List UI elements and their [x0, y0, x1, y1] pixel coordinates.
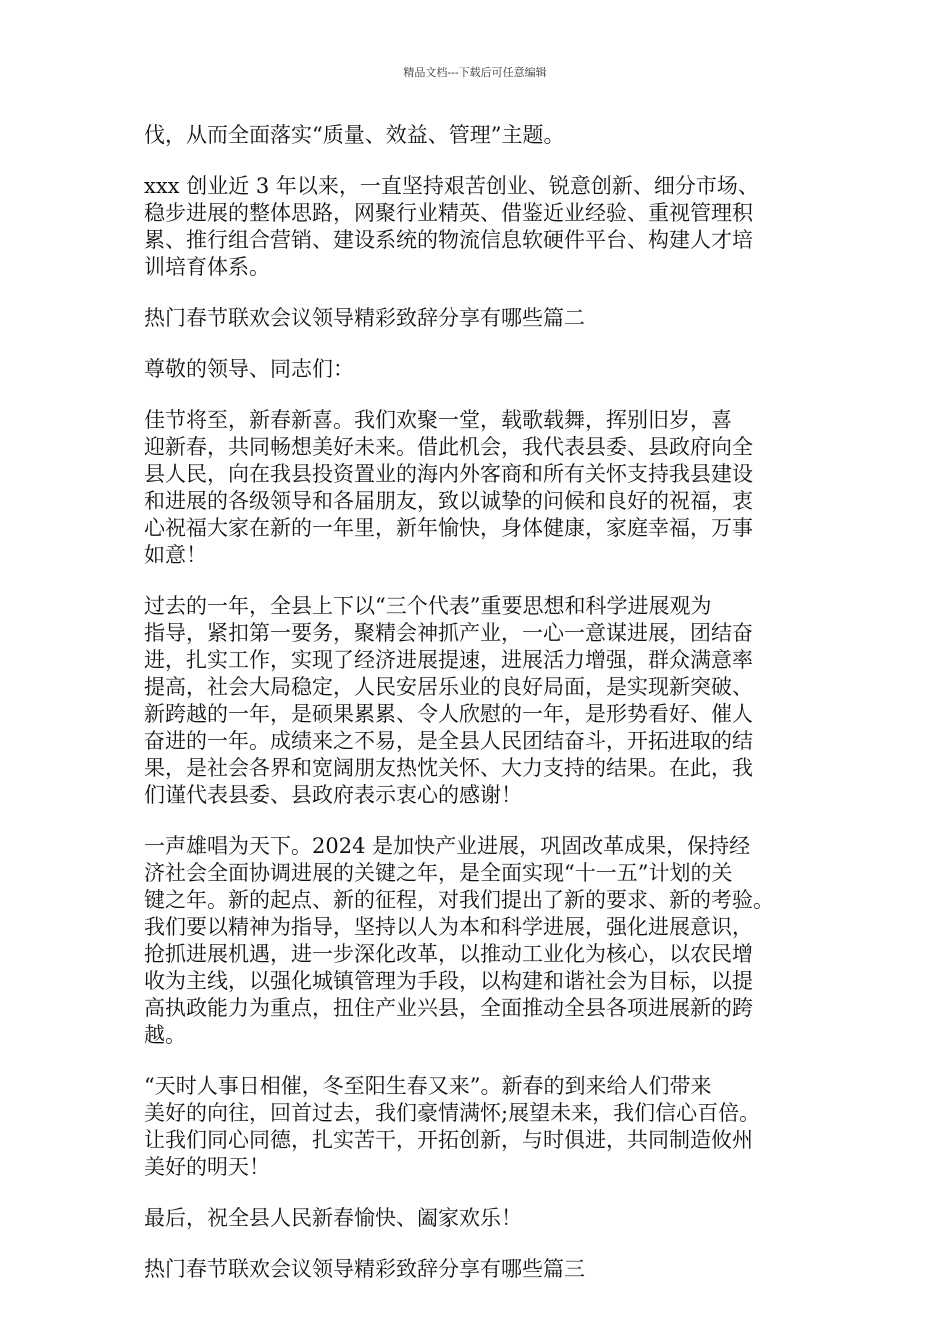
paragraph: [144, 173, 810, 281]
text-line: 尊敬的领导、同志们：: [144, 357, 354, 381]
text-line: 稳步进展的整体思路，网聚行业精英、借鉴近业经验、重视管理积: [144, 201, 753, 225]
paragraph: [144, 1205, 810, 1232]
text-line: 指导，紧扣第一要务，聚精会神抓产业，一心一意谋进展，团结奋: [144, 621, 753, 645]
text-line: 迎新春，共同畅想美好未来。借此机会，我代表县委、县政府向全: [144, 435, 753, 459]
paragraph: [144, 356, 810, 383]
text-line: 和进展的各级领导和各届朋友，致以诚挚的问候和良好的祝福，衷: [144, 489, 753, 513]
text-line: 提高，社会大局稳定，人民安居乐业的良好局面，是实现新突破、: [144, 675, 753, 699]
text-line: 果，是社会各界和宽阔朋友热忱关怀、大力支持的结果。在此，我: [144, 756, 753, 780]
text-line: 让我们同心同德，扎实苦干，开拓创新，与时俱进，共同制造攸州: [144, 1128, 753, 1152]
text-line: 收为主线，以强化城镇管理为手段，以构建和谐社会为目标，以提: [144, 969, 753, 993]
text-line: 热门春节联欢会议领导精彩致辞分享有哪些篇三: [144, 1257, 585, 1281]
text-line: 美好的向往，回首过去，我们豪情满怀;展望未来，我们信心百倍。: [144, 1101, 761, 1125]
paragraph: [144, 593, 810, 809]
text-line: 奋进的一年。成绩来之不易，是全县人民团结奋斗，开拓进取的结: [144, 729, 753, 753]
document-body: [144, 122, 810, 1307]
text-line: 越。: [144, 1023, 186, 1047]
text-line: 热门春节联欢会议领导精彩致辞分享有哪些篇二: [144, 306, 585, 330]
text-line: 伐，从而全面落实“质量、效益、管理”主题。: [144, 123, 565, 147]
text-line: 济社会全面协调进展的关键之年，是全面实现“十一五”计划的关: [144, 861, 733, 885]
text-line: 美好的明天！: [144, 1155, 270, 1179]
header-note: 精品文档---下载后可任意编辑: [403, 66, 547, 79]
text-line: 们谨代表县委、县政府表示衷心的感谢！: [144, 783, 522, 807]
paragraph: [144, 1256, 810, 1283]
text-line: “天时人事日相催，冬至阳生春又来”。新春的到来给人们带来: [144, 1074, 712, 1098]
paragraph: [144, 833, 810, 1049]
text-line: 我们要以精神为指导，坚持以人为本和科学进展，强化进展意识，: [144, 915, 753, 939]
paragraph: [144, 122, 810, 149]
text-line: 过去的一年，全县上下以“三个代表”重要思想和科学进展观为: [144, 594, 712, 618]
text-line: 如意！: [144, 543, 207, 567]
text-line: 新跨越的一年，是硕果累累、令人欣慰的一年，是形势看好、催人: [144, 702, 753, 726]
text-line: 县人民，向在我县投资置业的海内外客商和所有关怀支持我县建设: [144, 462, 753, 486]
text-line: 训培育体系。: [144, 255, 270, 279]
text-line: 累、推行组合营销、建设系统的物流信息软硬件平台、构建人才培: [144, 228, 753, 252]
text-line: 键之年。新的起点、新的征程，对我们提出了新的要求、新的考验。: [144, 888, 774, 912]
text-line: 心祝福大家在新的一年里，新年愉快，身体健康，家庭幸福，万事: [144, 516, 753, 540]
text-line: 一声雄唱为天下。2024 是加快产业进展，巩固改革成果，保持经: [144, 834, 751, 858]
text-line: xxx 创业近 3 年以来，一直坚持艰苦创业、锐意创新、细分市场、: [144, 174, 759, 198]
text-line: 佳节将至，新春新喜。我们欢聚一堂，载歌载舞，挥别旧岁，喜: [144, 408, 732, 432]
paragraph: [144, 1073, 810, 1181]
paragraph: [144, 407, 810, 569]
text-line: 进，扎实工作，实现了经济进展提速，进展活力增强，群众满意率: [144, 648, 753, 672]
text-line: 最后，祝全县人民新春愉快、阖家欢乐！: [144, 1206, 522, 1230]
text-line: 高执政能力为重点，扭住产业兴县，全面推动全县各项进展新的跨: [144, 996, 753, 1020]
text-line: 抢抓进展机遇，进一步深化改革，以推动工业化为核心，以农民增: [144, 942, 753, 966]
paragraph: [144, 305, 810, 332]
